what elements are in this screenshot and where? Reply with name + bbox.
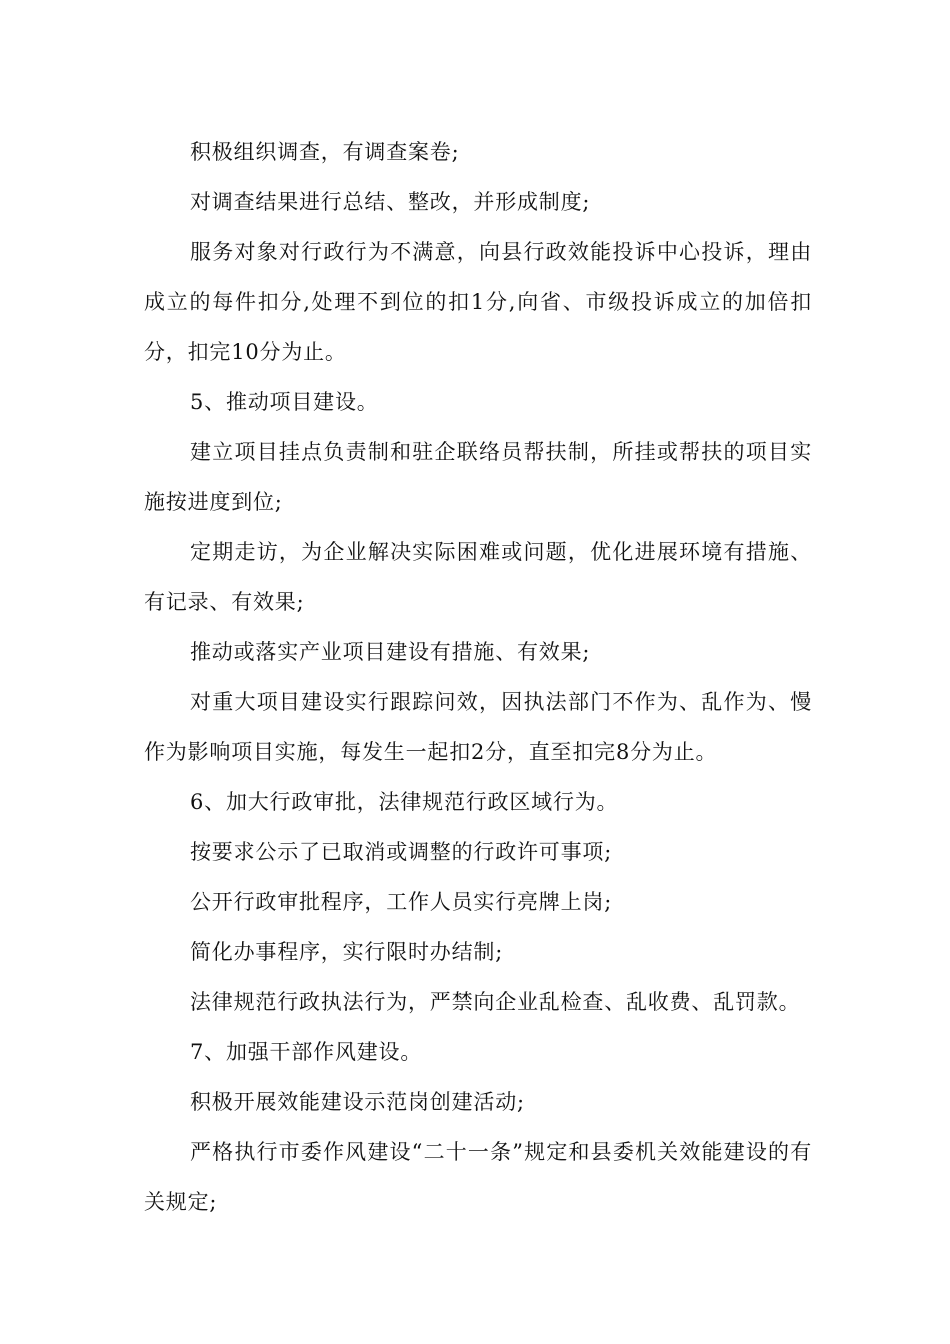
section-heading-cadre-style: 7、加强干部作风建设。 — [190, 1040, 423, 1064]
paragraph-model-post: 积极开展效能建设示范岗创建活动; — [190, 1090, 525, 1114]
paragraph-regular-visits: 定期走访，为企业解决实际困难或问题，优化进展环境有措施、有记录、有效果; — [144, 540, 812, 614]
paragraph-complaint-deduction: 服务对象对行政行为不满意，向县行政效能投诉中心投诉，理由成立的每件扣分,处理不到位的扣1分,向省、市级投诉成立的加倍扣分，扣完10分为止。 — [144, 240, 812, 364]
paragraph-law-enforcement: 法律规范行政执法行为，严禁向企业乱检查、乱收费、乱罚款。 — [190, 990, 801, 1014]
paragraph-approval-procedure: 公开行政审批程序，工作人员实行亮牌上岗; — [190, 890, 613, 914]
section-heading-administrative-approval: 6、加大行政审批，法律规范行政区域行为。 — [190, 790, 619, 814]
section-heading-project-construction: 5、推动项目建设。 — [190, 390, 379, 414]
paragraph-strict-regulations: 严格执行市委作风建设“二十一条”规定和县委机关效能建设的有关规定; — [144, 1140, 812, 1214]
paragraph-project-responsibility: 建立项目挂点负责制和驻企联络员帮扶制，所挂或帮扶的项目实施按进度到位; — [144, 440, 812, 514]
paragraph-license-publicity: 按要求公示了已取消或调整的行政许可事项; — [190, 840, 613, 864]
paragraph-investigation: 积极组织调查，有调查案卷; — [190, 140, 460, 164]
paragraph-major-project-tracking: 对重大项目建设实行跟踪问效，因执法部门不作为、乱作为、慢作为影响项目实施，每发生一起扣2分，直至扣完8分为止。 — [144, 690, 812, 764]
paragraph-rectification: 对调查结果进行总结、整改，并形成制度; — [190, 190, 591, 214]
paragraph-simplify-procedures: 简化办事程序，实行限时办结制; — [190, 940, 504, 964]
paragraph-industrial-projects: 推动或落实产业项目建设有措施、有效果; — [190, 640, 591, 664]
document-body — [144, 127, 812, 1227]
